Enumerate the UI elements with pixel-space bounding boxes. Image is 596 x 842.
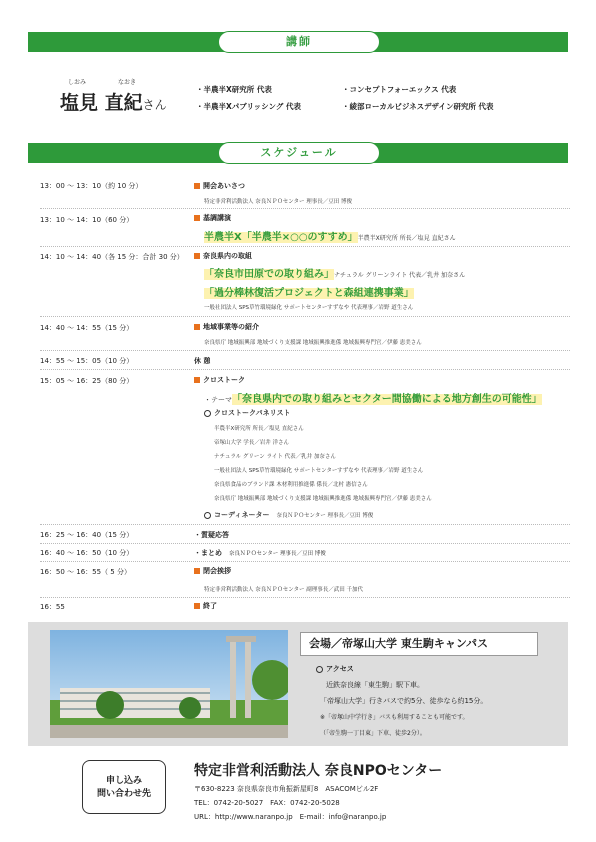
speaker-role-4: ・ 綾部ローカルビジネスデザイン研究所 代表 (342, 101, 494, 112)
schedule-title: 奈良県内の取組 (194, 251, 252, 261)
contact-label-box: 申し込み 問い合わせ先 (82, 760, 166, 814)
divider (40, 524, 570, 525)
circle-bullet-icon (204, 410, 211, 417)
panelist: 奈良県庁 地域振興部 地域づくり支援課 地域振興推進係 地域振興専門官／伊藤 恵美さん (214, 496, 432, 502)
schedule-time: 14：55 ～ 15：05（10 分） (40, 357, 134, 365)
circle-bullet-icon (316, 666, 323, 673)
bullet-square (194, 603, 200, 609)
divider (40, 208, 570, 209)
schedule-time: 16：40 ～ 16：50（10 分） (40, 549, 134, 557)
divider (40, 316, 570, 317)
schedule-title: 開会あいさつ (194, 181, 245, 191)
circle-bullet-icon (204, 512, 211, 519)
coordinator: コーディネーター 奈良ＮＰＯセンター 理事長／豆田 博俊 (204, 510, 373, 520)
speaker-ruby-given: なおき (118, 79, 137, 86)
speaker-name (60, 88, 167, 115)
schedule-section-title: スケジュール (218, 142, 380, 164)
schedule-title: 地域事業等の紹介 (194, 322, 259, 332)
contact-tel-fax: TEL：0742-20-5027 FAX：0742-20-5028 (194, 799, 340, 807)
contact-url-mail: URL：http://www.naranpo.jp E-mail：info@naranpo.jp (194, 813, 387, 821)
speaker-role-1: ・ 半農半X研究所 代表 (196, 84, 272, 95)
schedule-title: 閉会挨拶 (194, 566, 231, 576)
schedule-time: 13：10 ～ 14：10（60 分） (40, 216, 134, 224)
panelist: 奈良県食品のブランド課 木材利用推進係 係長／北村 憲信さん (214, 482, 368, 488)
speaker-surname: 塩見 (60, 92, 99, 114)
divider (40, 561, 570, 562)
access-line: （「帝生駒一丁目東」下車、徒歩2分）。 (320, 730, 426, 737)
bullet-square (194, 215, 200, 221)
schedule-summary: ・まとめ 奈良ＮＰＯセンター 理事長／豆田 博俊 (194, 549, 326, 557)
schedule-title: 基調講演 (194, 213, 231, 223)
bullet-square (194, 183, 200, 189)
speaker-role-2: ・ 半農半Xパブリッシング 代表 (196, 101, 301, 112)
bullet-square (194, 377, 200, 383)
schedule-sub: 一般社団法人 SPS草竹環境緑化 サポートセンターすずなや 代表理事／岩野 道生さん (204, 305, 414, 311)
access-line: 近鉄奈良線「東生駒」駅下車。 (326, 681, 424, 689)
crosstalk-theme: ・テーマ「奈良県内での取り組みとセクター間協働による地方創生の可能性」 (204, 394, 542, 405)
schedule-highlight-1: 「奈良市田原での取り組み」ナチュラル グリーンライト 代表／乳井 加奈さん (204, 269, 466, 280)
campus-photo (50, 630, 288, 738)
schedule-time: 16：55 (40, 603, 65, 611)
panelist: ナチュラル グリーン ライト 代表／乳井 加奈さん (214, 454, 336, 460)
panelist: 帝塚山大学 学長／岩井 洋さん (214, 440, 289, 446)
schedule-time: 15：05 ～ 16：25（80 分） (40, 377, 134, 385)
schedule-sub: 特定非営利活動法人 奈良ＮＰＯセンター 副理事長／武田 千加代 (204, 587, 364, 593)
bullet-square (194, 324, 200, 330)
schedule-time: 16：50 ～ 16：55（ 5 分） (40, 568, 131, 576)
venue-title: 会場／帝塚山大学 東生駒キャンパス (300, 632, 538, 656)
contact-address: 〒630-8223 奈良県奈良市角振新屋町8 ASACOMビル2F (194, 785, 379, 793)
access-label: アクセス (316, 664, 354, 674)
divider (40, 597, 570, 598)
schedule-section-bar (28, 143, 568, 163)
schedule-sub: 特定非営利活動法人 奈良ＮＰＯセンター 理事長／豆田 博俊 (204, 199, 353, 205)
divider (40, 369, 570, 370)
schedule-title: ・質疑応答 (194, 531, 229, 539)
schedule-highlight-2: 「過分棒林復活プロジェクトと森組連携事業」 (204, 288, 414, 299)
divider (40, 543, 570, 544)
schedule-time: 16：25 ～ 16：40（15 分） (40, 531, 134, 539)
schedule-time: 14：40 ～ 14：55（15 分） (40, 324, 134, 332)
schedule-title: 休 憩 (194, 357, 211, 365)
access-line: 「帝塚山大学」行きバスで約5分、徒歩なら約15分。 (320, 697, 488, 705)
contact-org: 特定非営利活動法人 奈良NPOセンター (194, 763, 443, 779)
speaker-given: 直紀 (104, 92, 143, 114)
schedule-title: クロストーク (194, 375, 245, 385)
bullet-square (194, 568, 200, 574)
schedule-time: 14：10 ～ 14：40（各 15 分：合計 30 分） (40, 253, 184, 261)
panelist-header: クロストークパネリスト (204, 408, 290, 418)
schedule-time: 13：00 ～ 13：10（約 10 分） (40, 182, 143, 190)
speaker-ruby-surname: しおみ (68, 79, 87, 86)
bullet-square (194, 253, 200, 259)
panelist: 半農半X研究所 所長／塩見 直紀さん (214, 426, 304, 432)
divider (40, 246, 570, 247)
lecturer-section-title: 講師 (218, 31, 380, 53)
speaker-role-3: ・ コンセプトフォーエックス 代表 (342, 84, 456, 95)
schedule-sub: 奈良県庁 地域振興部 地域づくり支援課 地域振興推進係 地域振興専門官／伊藤 恵美さん (204, 340, 422, 346)
access-line: ※「帝塚山中学行き」バスも利用することも可能です。 (320, 714, 469, 721)
schedule-keynote: 半農半X「半農半×○○のすすめ」半農半X研究所 所長／塩見 直紀さん (204, 232, 456, 243)
schedule-title: 終了 (194, 601, 217, 611)
lecturer-section-bar (28, 32, 568, 52)
divider (40, 350, 570, 351)
panelist: 一般社団法人 SPS草竹環境緑化 サポートセンターすずなや 代表理事／岩野 道生さん (214, 468, 424, 474)
speaker-honorific: さん (142, 98, 167, 112)
